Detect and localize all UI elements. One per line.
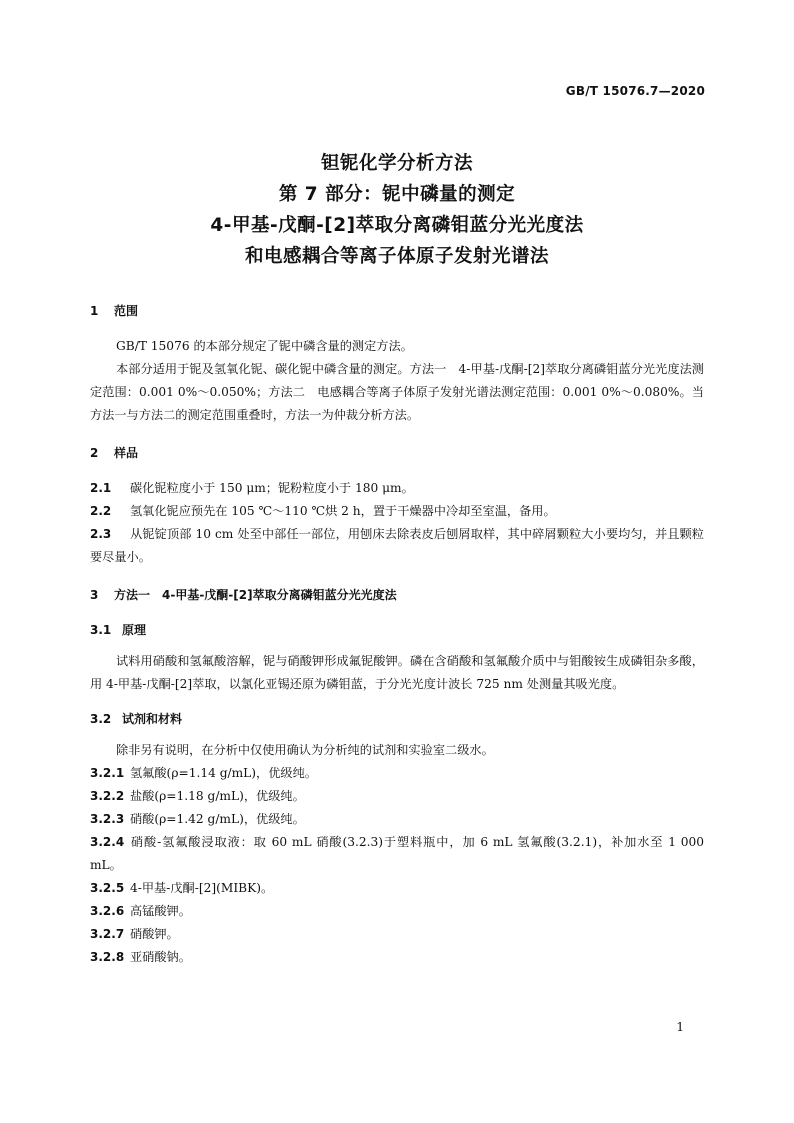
document-body <box>90 300 704 969</box>
clause-text: 4-甲基-戊酮-[2](MIBK)。 <box>130 881 274 895</box>
document-title <box>0 148 794 272</box>
clause-text: 亚硝酸钠。 <box>130 950 191 964</box>
clause-item <box>90 808 704 831</box>
title-line-1: 钽铌化学分析方法 <box>320 153 473 174</box>
clause-text: 碳化铌粒度小于 150 μm；铌粉粒度小于 180 μm。 <box>130 481 414 495</box>
clause-item <box>90 877 704 900</box>
clause-text: 高锰酸钾。 <box>130 904 191 918</box>
clause-text: 氢氟酸(ρ=1.14 g/mL)，优级纯。 <box>130 766 317 780</box>
section-title: 方法一 4-甲基-戊酮-[2]萃取分离磷钼蓝分光光度法 <box>114 588 397 602</box>
section-title: 样品 <box>114 446 139 460</box>
paragraph: 本部分适用于铌及氢氧化铌、碳化铌中磷含量的测定。方法一 4-甲基-戊酮-[2]萃取分离磷钼蓝分光光度法测定范围：0.001 0%～0.050%；方法二 电感耦合等离子体原子发射光谱法测定范围：0.001 0%～0.080%。当方法一与方法二的测定范围重叠时，方法一为仲裁分析方法。 <box>90 362 704 422</box>
clause-number: 3.2.7 <box>90 927 125 941</box>
clause-item <box>90 831 704 877</box>
clause-text: 硝酸(ρ=1.42 g/mL)，优级纯。 <box>130 812 305 826</box>
section-title: 试剂和材料 <box>122 712 183 726</box>
section-1-heading <box>90 300 704 323</box>
clause-number: 3.2.8 <box>90 950 125 964</box>
section-number: 1 <box>90 304 99 318</box>
section-title: 范围 <box>114 304 139 318</box>
clause-item <box>90 477 704 500</box>
section-3-heading <box>90 584 704 607</box>
paragraph: 除非另有说明，在分析中仅使用确认为分析纯的试剂和实验室二级水。 <box>116 743 494 757</box>
title-line-2: 第 7 部分：铌中磷量的测定 <box>278 184 516 205</box>
standard-number: GB/T 15076.7—2020 <box>565 84 705 98</box>
clause-number: 3.2.6 <box>90 904 125 918</box>
paragraph: GB/T 15076 的本部分规定了铌中磷含量的测定方法。 <box>116 339 413 353</box>
section-3-2-heading <box>90 708 704 731</box>
page-number: 1 <box>676 1020 684 1034</box>
clause-text: 盐酸(ρ=1.18 g/mL)，优级纯。 <box>130 789 305 803</box>
clause-item <box>90 785 704 808</box>
clause-number: 3.2.3 <box>90 812 125 826</box>
clause-item <box>90 523 704 569</box>
clause-item <box>90 923 704 946</box>
clause-text: 硝酸-氢氟酸浸取液：取 60 mL 硝酸(3.2.3)于塑料瓶中，加 6 mL 氢氟酸(3.2.1)，补加水至 1 000 mL。 <box>90 835 704 872</box>
clause-number: 2.2 <box>90 504 112 518</box>
clause-number: 3.2.2 <box>90 789 125 803</box>
clause-item <box>90 900 704 923</box>
section-3-1-heading <box>90 619 704 642</box>
clause-number: 2.3 <box>90 527 112 541</box>
section-2-heading <box>90 442 704 465</box>
clause-number: 2.1 <box>90 481 112 495</box>
clause-number: 3.2.5 <box>90 881 125 895</box>
section-number: 3.2 <box>90 712 112 726</box>
clause-item <box>90 500 704 523</box>
paragraph: 试料用硝酸和氢氟酸溶解，铌与硝酸钾形成氟铌酸钾。磷在含硝酸和氢氟酸介质中与钼酸铵生成磷钼杂多酸，用 4-甲基-戊酮-[2]萃取，以氯化亚锡还原为磷钼蓝，于分光光度计波长 725 nm 处测量其吸光度。 <box>90 654 704 691</box>
section-number: 2 <box>90 446 99 460</box>
clause-number: 3.2.4 <box>90 835 125 849</box>
clause-text: 从铌锭顶部 10 cm 处至中部任一部位，用刨床去除表皮后刨屑取样，其中碎屑颗粒大小要均匀，并且颗粒要尽量小。 <box>90 527 704 564</box>
clause-number: 3.2.1 <box>90 766 125 780</box>
section-title: 原理 <box>122 623 147 637</box>
clause-text: 氢氧化铌应预先在 105 ℃～110 ℃烘 2 h，置于干燥器中冷却至室温，备用。 <box>130 504 556 518</box>
clause-item <box>90 762 704 785</box>
title-line-4: 和电感耦合等离子体原子发射光谱法 <box>244 246 549 267</box>
clause-text: 硝酸钾。 <box>130 927 179 941</box>
section-number: 3.1 <box>90 623 112 637</box>
title-line-3: 4-甲基-戊酮-[2]萃取分离磷钼蓝分光光度法 <box>210 215 584 236</box>
clause-item <box>90 946 704 969</box>
section-number: 3 <box>90 588 99 602</box>
